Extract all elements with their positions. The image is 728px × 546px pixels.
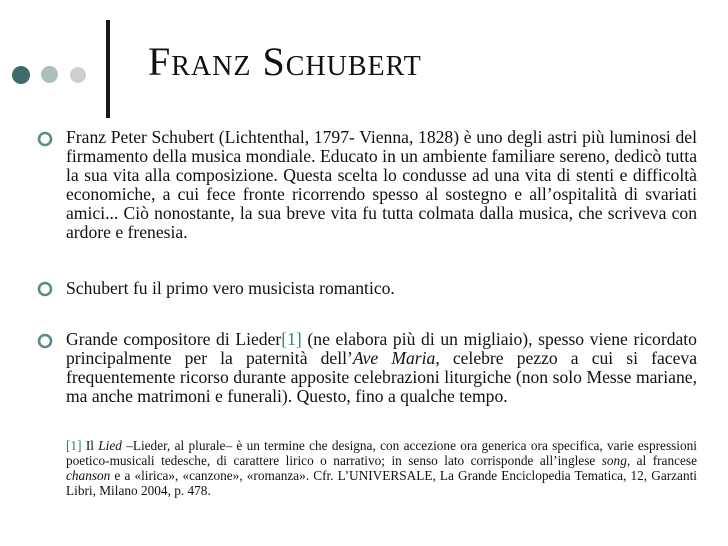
footnote-marker: [1] bbox=[66, 438, 82, 453]
paragraph-lieder: Grande compositore di Lieder[1] (ne elabora più di un migliaio), spesso viene ricordato principalmente per la paternità dell’Ave Maria, celebre pezzo a cui si faceva frequentemente ricorso durante apposite celebrazioni liturgiche (non solo Messe mariane, ma anche matrimoni e funerali). Questo, fino a qualche tempo. bbox=[66, 329, 698, 406]
ring-bullet-icon bbox=[36, 280, 54, 298]
paragraph-romantic: Schubert fu il primo vero musicista romantico. bbox=[66, 278, 395, 298]
paragraph-biography: Franz Peter Schubert (Lichtenthal, 1797- Vienna, 1828) è uno degli astri più luminosi del firmamento della musica mondiale. Educato in un ambiente familiare sereno, dedicò tutta la sua vita alla composizione. Questa scelta lo condusse ad una vita di stenti e difficoltà economiche, a cui fece fronte ricorrendo spesso al sostegno e all’ospitalità di svariati amici... Ciò nonostante, la sua breve vita fu tutta colmata dalla musica, che scriveva con ardore e frenesia. bbox=[66, 127, 697, 242]
ring-bullet-icon bbox=[36, 332, 54, 350]
ave-maria-title: Ave Maria bbox=[352, 348, 436, 368]
decorative-vertical-line bbox=[106, 20, 110, 118]
footnote-reference-link[interactable]: [1] bbox=[281, 329, 302, 349]
slide-title: Franz Schubert bbox=[148, 39, 422, 84]
footnote: [1] Il Lied –Lieder, al plurale– è un termine che designa, con accezione ora generica ora specifica, varie espressioni poetico-musicali tedesche, di carattere lirico o narrativo; in senso lato corrisponde all’inglese song, al francese chanson e a «lirica», «canzone», «romanza». Cfr. L’UNIVERSALE, La Grande Enciclopedia Tematica, 12, Garzanti Libri, Milano 2004, p. 478. bbox=[66, 438, 697, 498]
ring-bullet-icon bbox=[36, 130, 54, 148]
decorative-dot-grey bbox=[70, 67, 86, 83]
decorative-dot-light bbox=[41, 66, 58, 83]
decorative-dot-dark bbox=[12, 66, 30, 84]
